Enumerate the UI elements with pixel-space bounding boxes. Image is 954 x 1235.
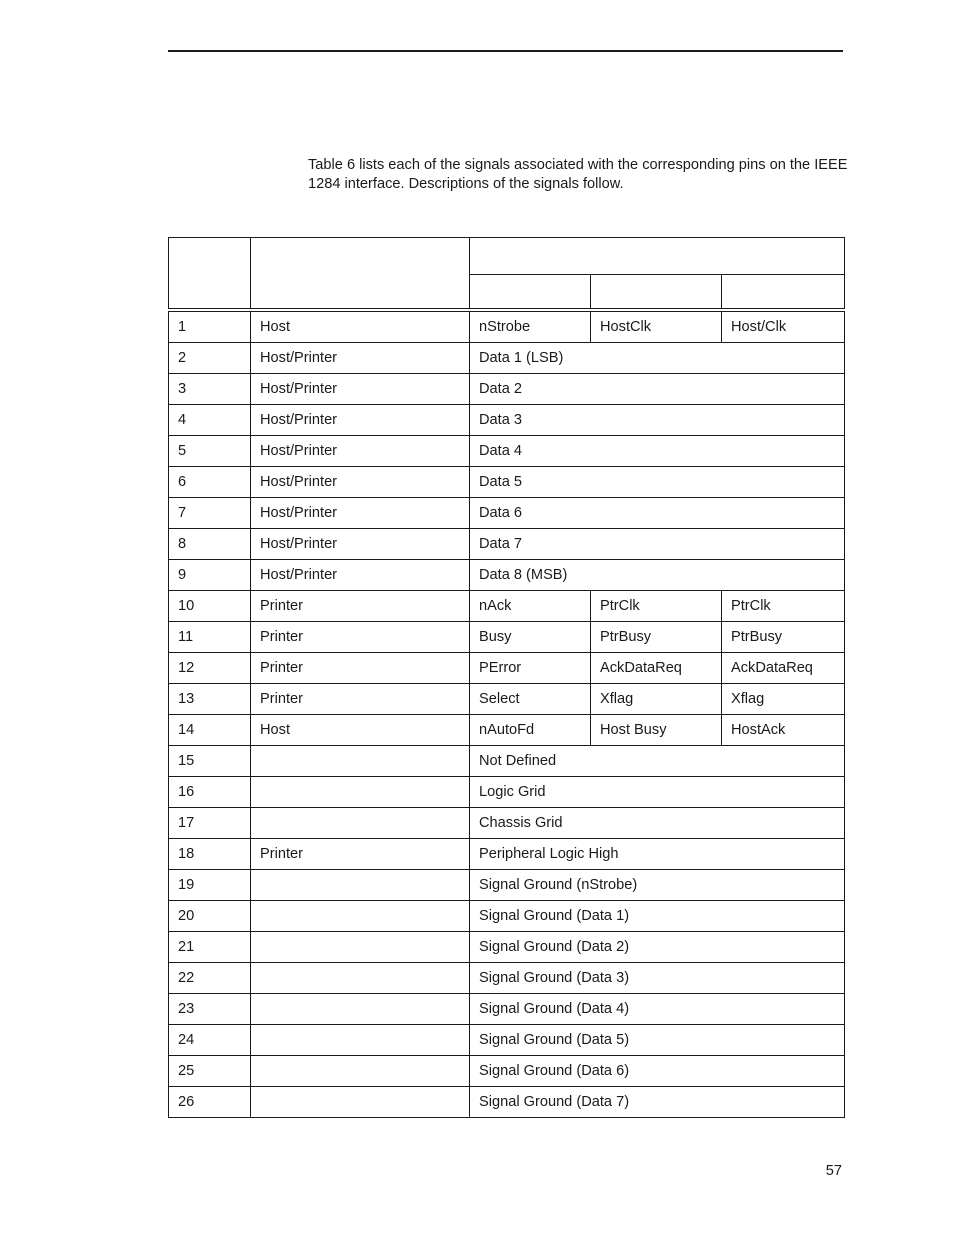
pin-cell: 6 bbox=[169, 467, 251, 498]
table-row bbox=[169, 529, 845, 560]
source-cell bbox=[251, 932, 470, 963]
table-body bbox=[169, 310, 845, 1118]
pin-cell: 15 bbox=[169, 746, 251, 777]
pin-cell: 23 bbox=[169, 994, 251, 1025]
pin-cell: 14 bbox=[169, 715, 251, 746]
table-row bbox=[169, 1087, 845, 1118]
signal-cell: Host Busy bbox=[591, 715, 722, 746]
source-cell bbox=[251, 1056, 470, 1087]
signal-cell: AckDataReq bbox=[591, 653, 722, 684]
header-source-cell bbox=[251, 238, 470, 311]
table-row bbox=[169, 653, 845, 684]
signal-cell: Not Defined bbox=[470, 746, 845, 777]
signal-cell: nAutoFd bbox=[470, 715, 591, 746]
signal-cell: Signal Ground (Data 1) bbox=[470, 901, 845, 932]
signal-cell: Signal Ground (Data 6) bbox=[470, 1056, 845, 1087]
table-row bbox=[169, 684, 845, 715]
pin-cell: 11 bbox=[169, 622, 251, 653]
table-row bbox=[169, 591, 845, 622]
signal-cell: Busy bbox=[470, 622, 591, 653]
signal-cell: Select bbox=[470, 684, 591, 715]
signal-cell: HostClk bbox=[591, 310, 722, 343]
source-cell: Printer bbox=[251, 591, 470, 622]
signal-cell: PtrClk bbox=[591, 591, 722, 622]
page-number: 57 bbox=[825, 1163, 842, 1179]
pin-cell: 3 bbox=[169, 374, 251, 405]
signal-cell: Signal Ground (Data 3) bbox=[470, 963, 845, 994]
source-cell: Host/Printer bbox=[251, 498, 470, 529]
pin-cell: 13 bbox=[169, 684, 251, 715]
table-row bbox=[169, 1025, 845, 1056]
table-row bbox=[169, 808, 845, 839]
table-row bbox=[169, 310, 845, 343]
pin-cell: 24 bbox=[169, 1025, 251, 1056]
pin-cell: 2 bbox=[169, 343, 251, 374]
table-row bbox=[169, 374, 845, 405]
pin-cell: 8 bbox=[169, 529, 251, 560]
pin-cell: 19 bbox=[169, 870, 251, 901]
pin-cell: 10 bbox=[169, 591, 251, 622]
signal-cell: Signal Ground (Data 4) bbox=[470, 994, 845, 1025]
signal-cell: Signal Ground (nStrobe) bbox=[470, 870, 845, 901]
signal-cell: Data 3 bbox=[470, 405, 845, 436]
pin-cell: 21 bbox=[169, 932, 251, 963]
source-cell bbox=[251, 1025, 470, 1056]
signal-cell: AckDataReq bbox=[722, 653, 845, 684]
source-cell: Host bbox=[251, 715, 470, 746]
table-row bbox=[169, 932, 845, 963]
pin-cell: 4 bbox=[169, 405, 251, 436]
source-cell: Host/Printer bbox=[251, 467, 470, 498]
header-pin-cell bbox=[169, 238, 251, 311]
table-row bbox=[169, 963, 845, 994]
signal-cell: HostAck bbox=[722, 715, 845, 746]
signal-cell: Host/Clk bbox=[722, 310, 845, 343]
source-cell: Host/Printer bbox=[251, 529, 470, 560]
header-rule bbox=[168, 50, 843, 52]
signal-cell: Peripheral Logic High bbox=[470, 839, 845, 870]
signal-cell: PtrClk bbox=[722, 591, 845, 622]
pin-cell: 26 bbox=[169, 1087, 251, 1118]
signal-cell: Signal Ground (Data 5) bbox=[470, 1025, 845, 1056]
table-row bbox=[169, 715, 845, 746]
pin-cell: 20 bbox=[169, 901, 251, 932]
source-cell: Printer bbox=[251, 622, 470, 653]
table-row bbox=[169, 405, 845, 436]
intro-text: Table 6 lists each of the signals associated with the corresponding pins on the IEEE 1284 interface. Descriptions of the signals follow. bbox=[308, 157, 848, 192]
source-cell: Printer bbox=[251, 653, 470, 684]
header-mode-1-cell bbox=[470, 275, 591, 311]
signal-cell: Data 4 bbox=[470, 436, 845, 467]
signal-cell: Data 7 bbox=[470, 529, 845, 560]
source-cell: Host/Printer bbox=[251, 436, 470, 467]
signal-cell: Signal Ground (Data 7) bbox=[470, 1087, 845, 1118]
source-cell bbox=[251, 746, 470, 777]
table-row bbox=[169, 746, 845, 777]
table-row bbox=[169, 839, 845, 870]
signal-cell: nStrobe bbox=[470, 310, 591, 343]
table-header bbox=[169, 238, 845, 311]
source-cell: Printer bbox=[251, 684, 470, 715]
pin-cell: 9 bbox=[169, 560, 251, 591]
signal-cell: Data 8 (MSB) bbox=[470, 560, 845, 591]
table-row bbox=[169, 498, 845, 529]
pin-signal-table bbox=[168, 237, 845, 1118]
source-cell bbox=[251, 777, 470, 808]
source-cell: Host/Printer bbox=[251, 343, 470, 374]
signal-cell: Chassis Grid bbox=[470, 808, 845, 839]
header-signal-group-cell bbox=[470, 238, 845, 275]
signal-cell: Xflag bbox=[722, 684, 845, 715]
source-cell bbox=[251, 901, 470, 932]
source-cell: Printer bbox=[251, 839, 470, 870]
source-cell bbox=[251, 963, 470, 994]
signal-cell: PtrBusy bbox=[722, 622, 845, 653]
signal-cell: PError bbox=[470, 653, 591, 684]
signal-cell: PtrBusy bbox=[591, 622, 722, 653]
table-row bbox=[169, 436, 845, 467]
signal-cell: nAck bbox=[470, 591, 591, 622]
signal-cell: Data 6 bbox=[470, 498, 845, 529]
table-row bbox=[169, 343, 845, 374]
table-row bbox=[169, 870, 845, 901]
table-row bbox=[169, 622, 845, 653]
header-mode-3-cell bbox=[722, 275, 845, 311]
source-cell bbox=[251, 994, 470, 1025]
source-cell: Host/Printer bbox=[251, 560, 470, 591]
header-mode-2-cell bbox=[591, 275, 722, 311]
signal-cell: Data 2 bbox=[470, 374, 845, 405]
table-row bbox=[169, 901, 845, 932]
signal-cell: Data 1 (LSB) bbox=[470, 343, 845, 374]
signal-cell: Logic Grid bbox=[470, 777, 845, 808]
pin-cell: 16 bbox=[169, 777, 251, 808]
table-row bbox=[169, 777, 845, 808]
table-row bbox=[169, 994, 845, 1025]
pin-cell: 22 bbox=[169, 963, 251, 994]
source-cell bbox=[251, 808, 470, 839]
signal-cell: Xflag bbox=[591, 684, 722, 715]
source-cell bbox=[251, 870, 470, 901]
pin-cell: 18 bbox=[169, 839, 251, 870]
pin-cell: 5 bbox=[169, 436, 251, 467]
pin-cell: 1 bbox=[169, 310, 251, 343]
source-cell bbox=[251, 1087, 470, 1118]
table-row bbox=[169, 1056, 845, 1087]
source-cell: Host/Printer bbox=[251, 374, 470, 405]
pin-cell: 17 bbox=[169, 808, 251, 839]
table-row bbox=[169, 560, 845, 591]
pin-cell: 25 bbox=[169, 1056, 251, 1087]
signal-cell: Data 5 bbox=[470, 467, 845, 498]
signal-cell: Signal Ground (Data 2) bbox=[470, 932, 845, 963]
pin-cell: 12 bbox=[169, 653, 251, 684]
source-cell: Host/Printer bbox=[251, 405, 470, 436]
intro-paragraph bbox=[308, 156, 848, 194]
pin-cell: 7 bbox=[169, 498, 251, 529]
table-row bbox=[169, 467, 845, 498]
source-cell: Host bbox=[251, 310, 470, 343]
